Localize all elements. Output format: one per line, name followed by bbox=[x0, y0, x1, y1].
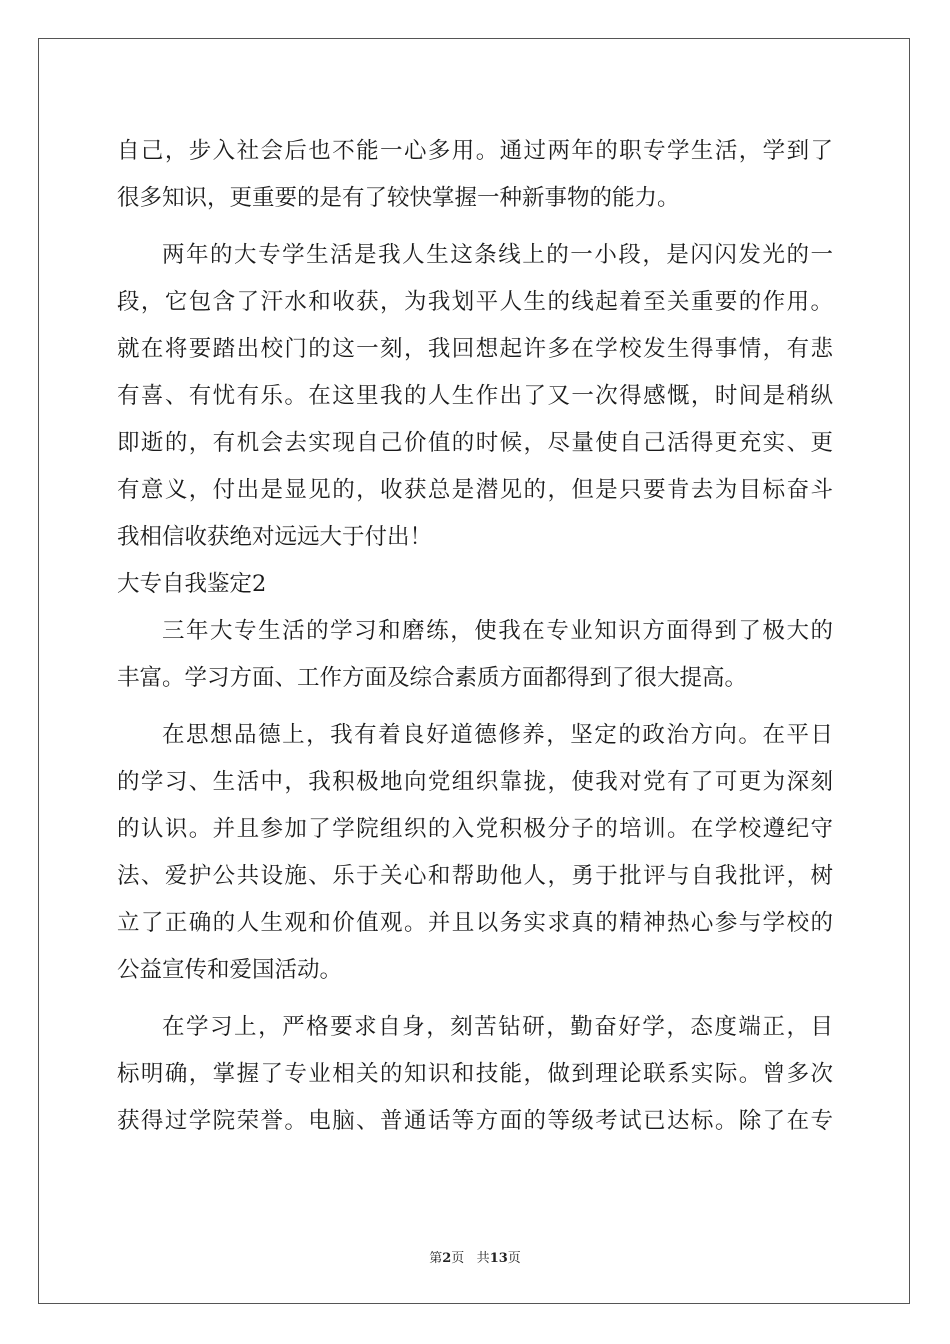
footer-page-prefix: 第 bbox=[429, 1251, 443, 1266]
paragraph-line: 即逝的，有机会去实现自己价值的时候，尽量使自己活得更充实、更 bbox=[117, 430, 833, 456]
footer-total-pages: 13 bbox=[489, 1251, 508, 1266]
paragraph-line: 有喜、有忧有乐。在这里我的人生作出了又一次得感慨，时间是稍纵 bbox=[117, 383, 833, 409]
paragraph-line: 我相信收获绝对远远大于付出！ bbox=[117, 524, 433, 550]
paragraph-line: 公益宣传和爱国活动。 bbox=[117, 957, 343, 983]
paragraph-line: 的学习、生活中，我积极地向党组织靠拢，使我对党有了可更为深刻 bbox=[117, 769, 833, 795]
paragraph-line: 在学习上，严格要求自身，刻苦钻研，勤奋好学，态度端正，目 bbox=[162, 1014, 833, 1040]
paragraph-line: 的认识。并且参加了学院组织的入党积极分子的培训。在学校遵纪守 bbox=[117, 816, 833, 842]
paragraph-line: 法、爱护公共设施、乐于关心和帮助他人，勇于批评与自我批评，树 bbox=[117, 863, 833, 889]
paragraph-line: 丰富。学习方面、工作方面及综合素质方面都得到了很大提高。 bbox=[117, 665, 748, 691]
paragraph-line: 两年的大专学生活是我人生这条线上的一小段，是闪闪发光的一 bbox=[162, 242, 833, 268]
paragraph-line: 获得过学院荣誉。电脑、普通话等方面的等级考试已达标。除了在专 bbox=[117, 1108, 833, 1134]
paragraph-line: 很多知识，更重要的是有了较快掌握一种新事物的能力。 bbox=[117, 185, 680, 211]
paragraph-line: 段，它包含了汗水和收获，为我划平人生的线起着至关重要的作用。 bbox=[117, 289, 833, 315]
paragraph-line: 在思想品德上，我有着良好道德修养，坚定的政治方向。在平日 bbox=[162, 722, 833, 748]
paragraph-line: 有意义，付出是显见的，收获总是潜见的，但是只要肯去为目标奋斗 bbox=[117, 477, 833, 503]
section-heading: 大专自我鉴定2 bbox=[117, 571, 267, 597]
footer-page-suffix: 页 bbox=[451, 1251, 465, 1266]
footer-total-prefix: 共 bbox=[476, 1251, 490, 1266]
paragraph-line: 立了正确的人生观和价值观。并且以务实求真的精神热心参与学校的 bbox=[117, 910, 833, 936]
footer-total-suffix: 页 bbox=[507, 1251, 521, 1266]
paragraph-line: 就在将要踏出校门的这一刻，我回想起许多在学校发生得事情，有悲 bbox=[117, 336, 833, 362]
paragraph-line: 三年大专生活的学习和磨练，使我在专业知识方面得到了极大的 bbox=[162, 618, 833, 644]
paragraph-line: 标明确，掌握了专业相关的知识和技能，做到理论联系实际。曾多次 bbox=[117, 1061, 833, 1087]
document-body bbox=[117, 128, 833, 1145]
footer-page-number: 2 bbox=[442, 1251, 452, 1266]
paragraph-line: 自己，步入社会后也不能一心多用。通过两年的职专学生活，学到了 bbox=[117, 138, 833, 164]
page-footer bbox=[0, 1247, 950, 1266]
